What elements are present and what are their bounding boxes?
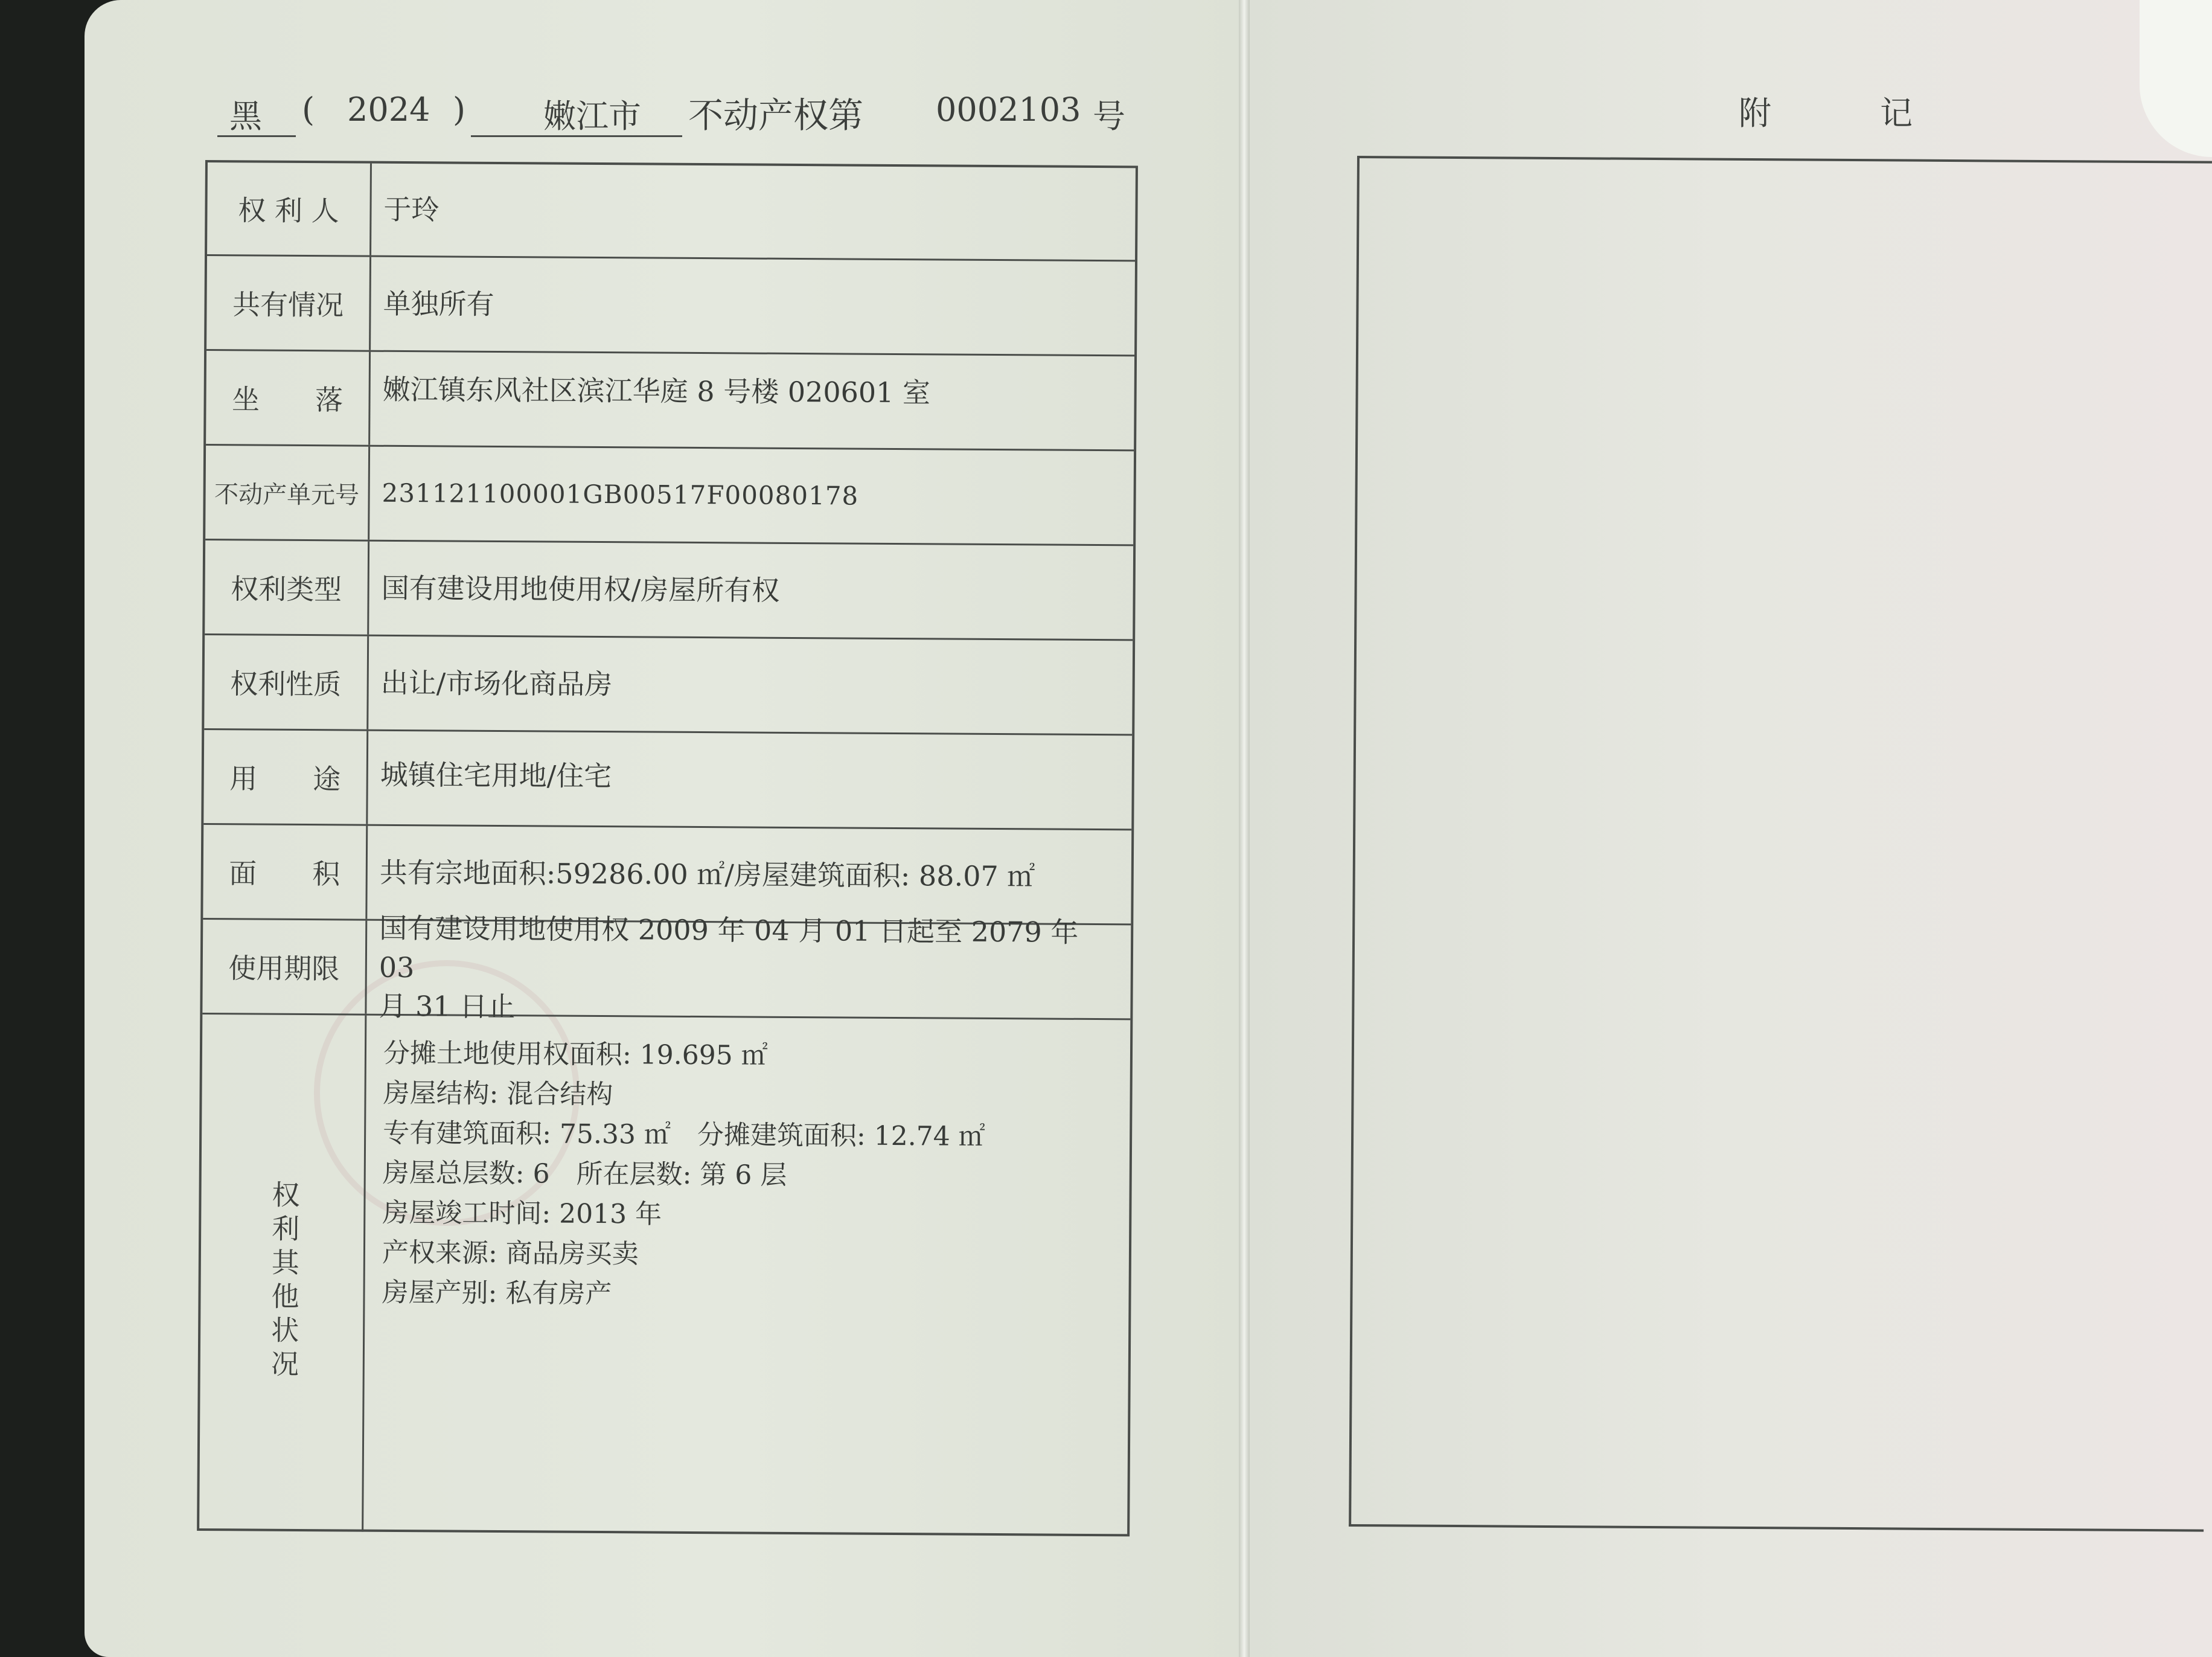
table-row-other [199,1014,1130,1536]
other-line: 房屋总层数: 6 所在层数: 第 6 层 [382,1157,787,1191]
certificate-city: 嫩江市 [543,97,641,135]
other-line: 房屋产别: 私有房产 [382,1277,612,1310]
field-label-area: 面 积 [203,825,368,919]
property-info-table [197,160,1138,1536]
other-status-lines [382,1034,1118,1317]
field-label-ownership: 共有情况 [206,256,371,350]
field-label-other-cell [199,1014,366,1532]
city-underline [471,135,682,137]
annotation-title: 附记 [1739,94,2021,132]
province-underline [217,135,296,137]
field-label-term: 使用期限 [202,920,367,1014]
certificate-header [205,79,1147,145]
field-value-term [379,912,1119,1024]
certificate-label: 不动产权第 [688,95,864,136]
table-row [206,351,1134,451]
field-label-unit-number: 不动产单元号 [205,446,370,540]
field-label-right-nature: 权利性质 [204,635,369,729]
table-row [204,635,1133,736]
field-label-usage: 用 途 [203,730,368,824]
field-label-owner: 权 利 人 [207,162,372,255]
annotation-box [1349,156,2212,1532]
field-label-other: 权利其他状况 [270,1178,300,1380]
table-row [206,256,1135,356]
year-paren-open: ( [302,91,315,129]
other-line: 产权来源: 商品房买卖 [382,1237,639,1270]
field-value-area: 共有宗地面积:59286.00 ㎡/房屋建筑面积: 88.07 ㎡ [379,856,1035,893]
field-label-location: 坐 落 [206,351,371,445]
field-value-unit-number: 231121100001GB00517F00080178 [382,478,859,511]
province-abbr: 黑 [229,97,262,135]
table-row [207,162,1136,261]
field-value-right-type: 国有建设用地使用权/房屋所有权 [381,571,780,607]
table-row [203,730,1132,830]
certificate-number: 0002103 [936,91,1081,129]
other-line: 房屋竣工时间: 2013 年 [382,1197,662,1230]
other-line: 房屋结构: 混合结构 [383,1077,613,1111]
other-line: 分摊土地使用权面积: 19.695 ㎡ [383,1037,768,1071]
field-value-ownership: 单独所有 [383,287,494,321]
field-value-usage: 城镇住宅用地/住宅 [380,758,612,793]
table-row [202,912,1131,1024]
year-paren-close: ) [453,91,466,129]
certificate-number-suffix: 号 [1093,97,1125,135]
field-value-owner: 于玲 [383,193,440,226]
field-label-right-type: 权利类型 [205,540,369,635]
field-value-location: 嫩江镇东风社区滨江华庭 8 号楼 020601 室 [382,373,931,409]
term-line-2: 月 31 日止 [379,989,516,1024]
other-line: 专有建筑面积: 75.33 ㎡ 分摊建筑面积: 12.74 ㎡ [383,1117,985,1152]
table-row [205,446,1134,546]
book-spine [1239,0,1250,1657]
certificate-year: 2024 [347,91,430,129]
field-value-right-nature: 出让/市场化商品房 [380,666,613,700]
term-line-1: 国有建设用地使用权 2009 年 04 月 01 日起至 2079 年 03 [379,912,1079,984]
table-row [205,540,1133,641]
